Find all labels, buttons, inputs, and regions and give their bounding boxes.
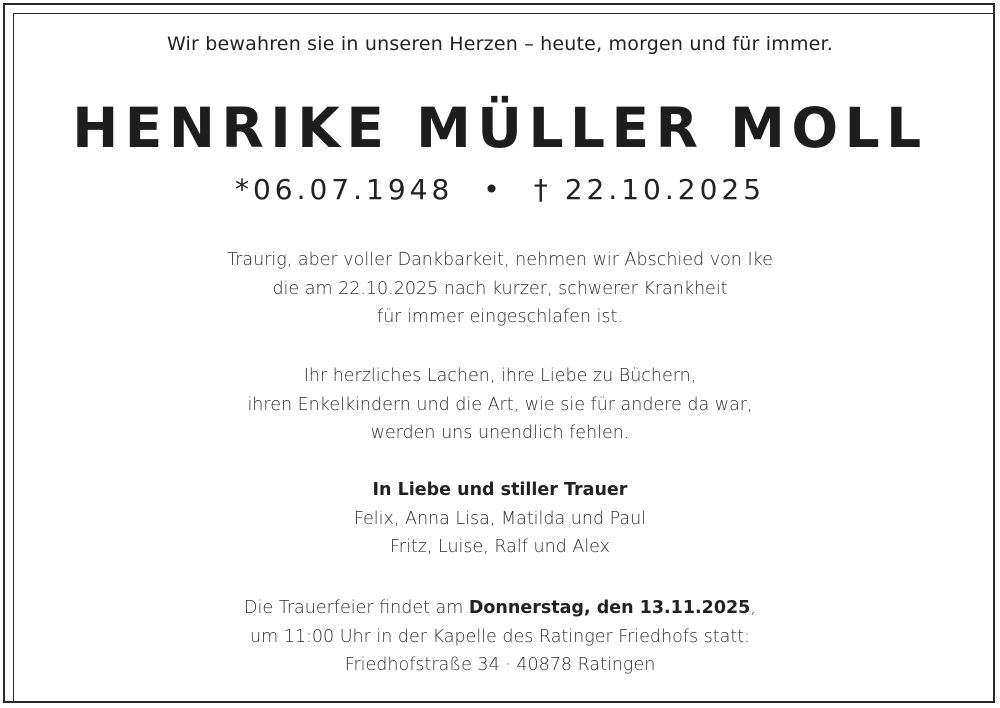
service-suffix: , [750,598,756,618]
death-date: 22.10.2025 [564,173,766,206]
deceased-name: HENRIKE MÜLLER MOLL [72,96,928,160]
text-line: Ihr herzliches Lachen, ihre Liebe zu Büchern, [303,366,697,386]
mourners-section [0,476,1000,562]
birth-date: 06.07.1948 [252,173,454,206]
text-line: ihren Enkelkindern und die Art, wie sie für andere da war, [247,394,753,415]
service-info [0,594,1000,680]
mourners-line: Fritz, Luise, Ralf und Alex [389,537,610,557]
text-line: Traurig, aber voller Dankbarkeit, nehmen wir Abschied von Ike [227,250,773,270]
motto: Wir bewahren sie in unseren Herzen – heute, morgen und für immer. [166,33,834,55]
service-prefix: Die Trauerfeier findet am [244,598,469,618]
farewell-paragraph [0,246,1000,332]
life-dates [0,173,1000,206]
mourners-heading: In Liebe und stiller Trauer [372,480,628,500]
service-date: Donnerstag, den 13.11.2025 [468,598,751,618]
service-address: Friedhofstraße 34 · 40878 Ratingen [344,655,656,675]
service-time-place: um 11:00 Uhr in der Kapelle des Ratinger Friedhofs statt: [250,626,750,647]
death-symbol: † [533,173,552,206]
birth-symbol: * [234,173,253,206]
service-line [0,594,1000,623]
text-line: für immer eingeschlafen ist. [377,307,623,327]
memory-paragraph [0,362,1000,448]
mourners-line: Felix, Anna Lisa, Matilda und Paul [353,508,647,529]
text-line: werden uns unendlich fehlen. [370,423,630,443]
date-separator: • [483,173,504,206]
text-line: die am 22.10.2025 nach kurzer, schwerer Krankheit [272,278,728,299]
